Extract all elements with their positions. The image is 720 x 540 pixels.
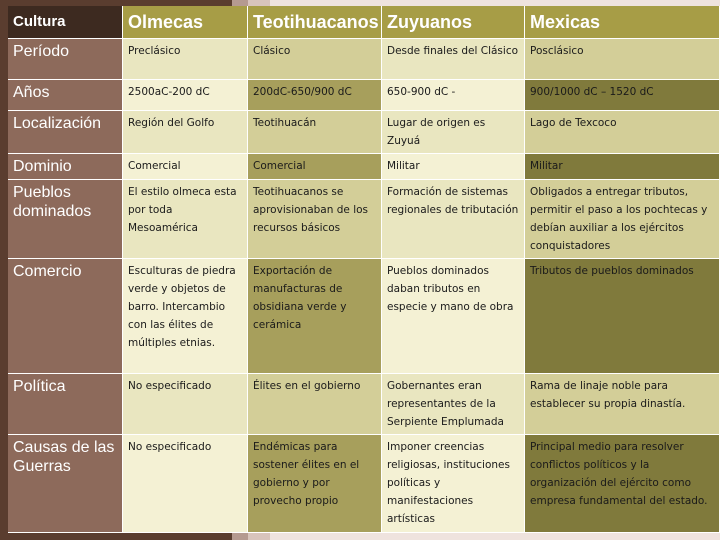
table-cell: Región del Golfo [123,111,248,154]
table-cell: 900/1000 dC – 1520 dC [525,80,720,111]
table-cell: Posclásico [525,39,720,80]
table-cell: El estilo olmeca esta por toda Mesoamérica [123,180,248,259]
table-row [8,80,720,111]
table-cell: Militar [525,154,720,180]
table-row [8,180,720,259]
row-label-comercio: Comercio [8,259,123,374]
table-cell: 650-900 dC - [382,80,525,111]
row-label-periodo: Período [8,39,123,80]
table-cell: Tributos de pueblos dominados [525,259,720,374]
table-cell: Teotihuacanos se aprovisionaban de los recursos básicos [248,180,382,259]
header-teotihuacanos: Teotihuacanos [248,6,382,39]
header-zuyuanos: Zuyuanos [382,6,525,39]
row-label-pueblos-dominados: Pueblos dominados [8,180,123,259]
table-cell: Militar [382,154,525,180]
table-cell: Desde finales del Clásico [382,39,525,80]
table-cell: Lago de Texcoco [525,111,720,154]
table-row [8,374,720,435]
table-cell: Clásico [248,39,382,80]
table-cell: No especificado [123,435,248,533]
table-cell: Rama de linaje noble para establecer su propia dinastía. [525,374,720,435]
table-row [8,154,720,180]
table-cell: Gobernantes eran representantes de la Serpiente Emplumada [382,374,525,435]
table-cell: Imponer creencias religiosas, instituciones políticas y manifestaciones artísticas [382,435,525,533]
table-row [8,111,720,154]
header-cultura: Cultura [8,6,123,39]
table-cell: Preclásico [123,39,248,80]
table-cell: Pueblos dominados daban tributos en especie y mano de obra [382,259,525,374]
table-cell: Exportación de manufacturas de obsidiana verde y cerámica [248,259,382,374]
header-olmecas: Olmecas [123,6,248,39]
table-cell: Comercial [123,154,248,180]
table-cell: Principal medio para resolver conflictos políticos y la organización del ejército como empresa fundamental del estado. [525,435,720,533]
table-row [8,435,720,533]
table-header-row [8,6,720,39]
table-cell: 2500aC-200 dC [123,80,248,111]
row-label-localizacion: Localización [8,111,123,154]
row-label-anos: Años [8,80,123,111]
table-row [8,39,720,80]
row-label-dominio: Dominio [8,154,123,180]
table-row [8,259,720,374]
row-label-politica: Política [8,374,123,435]
table-cell: Formación de sistemas regionales de tributación [382,180,525,259]
header-mexicas: Mexicas [525,6,720,39]
table-cell: Teotihuacán [248,111,382,154]
table-cell: Élites en el gobierno [248,374,382,435]
table-cell: Comercial [248,154,382,180]
table-cell: Obligados a entregar tributos, permitir el paso a los pochtecas y debían auxiliar a los ejércitos conquistadores [525,180,720,259]
row-label-causas-guerras: Causas de las Guerras [8,435,123,533]
table-cell: 200dC-650/900 dC [248,80,382,111]
cultures-comparison-table [8,6,720,533]
table-cell: Lugar de origen es Zuyuá [382,111,525,154]
table-cell: No especificado [123,374,248,435]
table-cell: Endémicas para sostener élites en el gobierno y por provecho propio [248,435,382,533]
table-cell: Esculturas de piedra verde y objetos de barro. Intercambio con las élites de múltiples etnias. [123,259,248,374]
